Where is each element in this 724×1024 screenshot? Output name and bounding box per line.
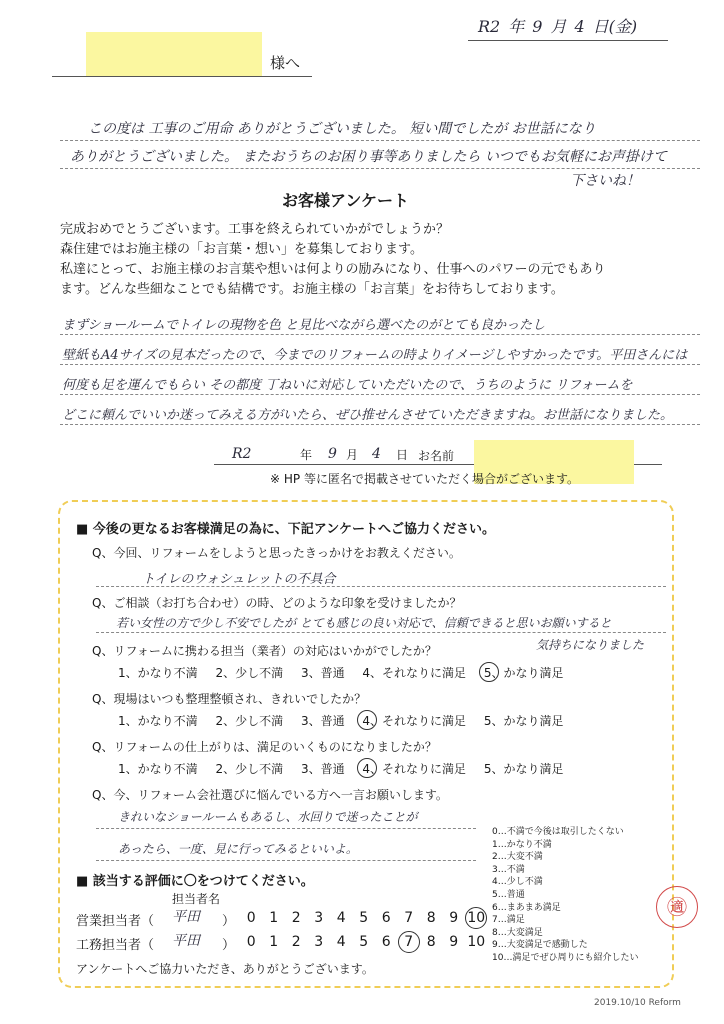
sales-score-8[interactable]: 8: [426, 910, 436, 926]
date-month: 9: [532, 17, 543, 36]
sales-label: 営業担当者（: [76, 914, 155, 929]
date-underline: [468, 40, 668, 41]
sales-paren-close: ）: [222, 914, 236, 929]
sign-month: 9: [328, 446, 337, 462]
option-q3-4[interactable]: 4、それなりに満足: [362, 666, 467, 680]
date-day: 4: [574, 17, 585, 36]
legend-item: 8…大変満足: [492, 927, 543, 938]
score-legend: [492, 826, 638, 965]
construction-name: 平田: [172, 933, 200, 949]
construction-score-6[interactable]: 6: [381, 934, 391, 950]
sales-score-7[interactable]: 7: [404, 910, 414, 926]
recipient-redaction: [86, 32, 262, 76]
construction-paren-close: ）: [222, 938, 236, 953]
sales-score-2[interactable]: 2: [291, 910, 301, 926]
sales-score-4[interactable]: 4: [336, 910, 346, 926]
legend-item: 1…かなり不満: [492, 839, 552, 850]
date-month-label: 月: [550, 17, 567, 36]
construction-score-5[interactable]: 5: [359, 934, 369, 950]
questionnaire-heading: ■ 今後の更なるお客様満足の為に、下記アンケートへご協力ください。: [76, 522, 496, 537]
legend-item: 7…満足: [492, 915, 525, 926]
answer-2-line-2: 気持ちになりました: [536, 638, 645, 652]
legend-item: 2…大変不満: [492, 852, 543, 863]
construction-score-3[interactable]: 3: [314, 934, 324, 950]
sign-year-label: 年: [300, 448, 313, 462]
answer-6-line-1: きれいなショールームもあるし、水回りで迷ったことが: [118, 810, 418, 824]
question-2: Q、ご相談（お打ち合わせ）の時、どのような印象を受けましたか？: [92, 596, 462, 610]
sales-name: 平田: [172, 909, 200, 925]
rule: [96, 860, 476, 861]
construction-score-1[interactable]: 1: [269, 934, 279, 950]
thanks-line-1: この度は 工事のご用命 ありがとうございました。 短い間でしたが お世話になり: [88, 121, 596, 137]
question-1: Q、今回、リフォームをしようと思ったきっかけをお教えください。: [92, 546, 461, 560]
option-q4-1[interactable]: 1、かなり不満: [118, 714, 198, 728]
staff-caption: 担当者名: [172, 892, 221, 906]
legend-item: 0…不満で今後は取引したくない: [492, 827, 624, 837]
legend-item: 10…満足でぜひ周りにも紹介したい: [492, 952, 639, 963]
date-era: R2: [478, 17, 501, 36]
answer-2-line-1: 若い女性の方で少し不安でしたが とても感じの良い対応で、信頼できると思いお願いすると: [116, 616, 612, 630]
legend-item: 4…少し不満: [492, 877, 543, 888]
construction-score-7-selected[interactable]: 7: [398, 934, 421, 950]
comment-line-3: 何度も足を運んでもらい その都度 丁ねいに対応していただいたので、うちのように リフォームを: [62, 378, 633, 393]
intro-line-1: 完成おめでとうございます。工事を終えられていかがでしょうか？: [60, 222, 449, 237]
sales-score-scale: [240, 910, 488, 926]
intro-line-2: 森住建ではお施主様の「お言葉・想い」を募集しております。: [60, 242, 423, 257]
sales-score-0[interactable]: 0: [246, 910, 256, 926]
comment-line-4: どこに頼んでいいか迷ってみえる方がいたら、ぜひ推せんさせていただきますね。お世話になりました。: [62, 408, 674, 423]
question-6: Q、今、リフォーム会社選びに悩んでいる方へ一言お願いします。: [92, 788, 448, 802]
rule: [60, 424, 700, 425]
date-day-label: 日(金): [592, 17, 638, 36]
answer-6-line-2: あったら、一度、見に行ってみるといいよ。: [118, 842, 358, 856]
sales-score-10-selected[interactable]: 10: [465, 910, 488, 926]
name-label: お名前: [418, 449, 455, 463]
option-q5-5[interactable]: 5、かなり満足: [483, 762, 564, 776]
sign-month-label: 月: [346, 448, 359, 462]
intro-line-4: ます。どんな些細なことでも結構です。お施主様の「お言葉」をお待ちしております。: [60, 282, 564, 297]
question-5: Q、リフォームの仕上がりは、満足のいくものになりましたか？: [92, 740, 437, 754]
recipient-underline: [52, 76, 312, 77]
intro-line-3: 私達にとって、お施主様のお言葉や想いは何よりの励みになり、仕事へのパワーの元でもあり: [60, 262, 606, 277]
sign-day-label: 日: [396, 448, 409, 462]
construction-label: 工務担当者（: [76, 938, 155, 953]
question-3: Q、リフォームに携わる担当（業者）の対応はいかがでしたか？: [92, 644, 437, 658]
sales-score-3[interactable]: 3: [314, 910, 324, 926]
comment-line-2: 壁紙もA4サイズの見本だったので、今までのリフォームの時よりイメージしやすかったです。平田さんには: [62, 348, 688, 363]
thanks-line-3: 下さいね！: [570, 173, 640, 189]
sales-score-1[interactable]: 1: [269, 910, 279, 926]
options-q4: [118, 712, 578, 729]
rule: [60, 168, 700, 169]
survey-title: お客様アンケート: [282, 191, 410, 210]
letter-date: [478, 14, 645, 37]
legend-item: 3…不満: [492, 864, 525, 875]
option-q4-4-selected[interactable]: 4、それなりに満足: [362, 714, 467, 728]
option-q3-3[interactable]: 3、普通: [300, 666, 345, 680]
answer-1: トイレのウォシュレットの不具合: [142, 572, 336, 587]
footer-revision: 2019.10/10 Reform: [594, 998, 681, 1008]
construction-score-8[interactable]: 8: [426, 934, 436, 950]
closing-thanks: アンケートへご協力いただき、ありがとうございます。: [76, 962, 374, 976]
comment-line-1: まずショールームでトイレの現物を色 と見比べながら選べたのがとても良かったし: [62, 318, 546, 333]
construction-score-10[interactable]: 10: [467, 934, 486, 950]
option-q5-1[interactable]: 1、かなり不満: [118, 762, 198, 776]
option-q5-3[interactable]: 3、普通: [300, 762, 345, 776]
rule: [60, 140, 700, 141]
legend-item: 9…大変満足で感動した: [492, 940, 588, 951]
date-era-label: 年: [508, 17, 525, 36]
sales-score-5[interactable]: 5: [359, 910, 369, 926]
evaluation-heading: ■ 該当する評価に〇をつけてください。: [76, 874, 314, 889]
option-q3-1[interactable]: 1、かなり不満: [118, 666, 198, 680]
option-q4-2[interactable]: 2、少し不満: [215, 714, 284, 728]
options-q5: [118, 760, 578, 777]
sales-score-9[interactable]: 9: [449, 910, 459, 926]
construction-score-2[interactable]: 2: [291, 934, 301, 950]
approval-stamp: ㊜: [656, 886, 698, 928]
sign-era: R2: [232, 446, 252, 462]
recipient-suffix: 様へ: [270, 54, 301, 72]
construction-score-9[interactable]: 9: [449, 934, 459, 950]
construction-score-0[interactable]: 0: [246, 934, 256, 950]
construction-score-4[interactable]: 4: [336, 934, 346, 950]
rule: [96, 828, 476, 829]
rule: [60, 394, 700, 395]
hp-note: ※ HP 等に匿名で掲載させていただく場合がございます。: [270, 472, 579, 486]
option-q5-4-selected[interactable]: 4、それなりに満足: [362, 762, 467, 776]
rule: [96, 586, 666, 587]
sales-score-6[interactable]: 6: [381, 910, 391, 926]
thanks-line-2: ありがとうございました。 またおうちのお困り事等ありましたら いつでもお気軽にお声掛けて: [70, 149, 667, 165]
sign-day: 4: [372, 446, 381, 462]
question-4: Q、現場はいつも整理整頓され、きれいでしたか？: [92, 692, 367, 706]
option-q4-5[interactable]: 5、かなり満足: [483, 714, 564, 728]
option-q3-5-selected[interactable]: 5、かなり満足: [483, 666, 564, 680]
option-q4-3[interactable]: 3、普通: [300, 714, 345, 728]
legend-item: 6…まあまあ満足: [492, 902, 561, 913]
legend-item: 5…普通: [492, 889, 525, 900]
construction-score-scale: [240, 934, 488, 950]
rule: [60, 334, 700, 335]
rule: [96, 632, 666, 633]
option-q5-2[interactable]: 2、少し不満: [215, 762, 284, 776]
options-q3: [118, 664, 578, 681]
rule: [60, 364, 700, 365]
option-q3-2[interactable]: 2、少し不満: [215, 666, 284, 680]
